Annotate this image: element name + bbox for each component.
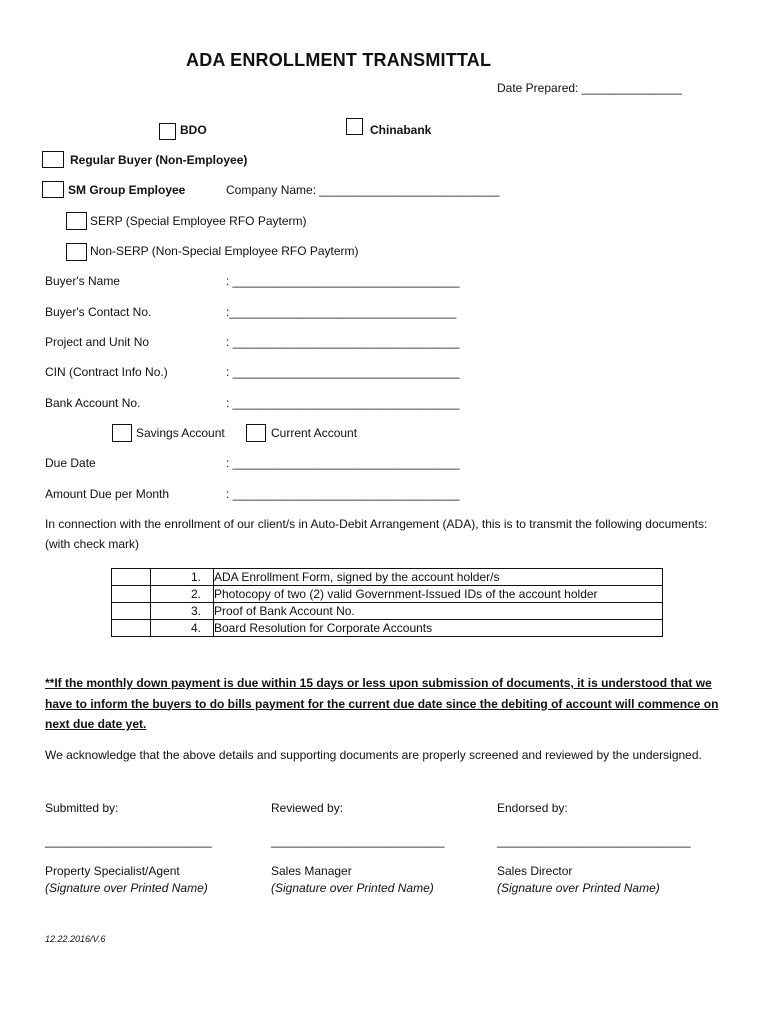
document-number: 1. <box>151 569 214 586</box>
field-label: Buyer's Contact No. <box>45 305 152 319</box>
field-label: Buyer's Name <box>45 274 120 288</box>
serp-label: SERP (Special Employee RFO Payterm) <box>90 214 307 228</box>
sm-group-employee-label: SM Group Employee <box>68 183 186 197</box>
document-text: Photocopy of two (2) valid Government-Issued IDs of the account holder <box>214 586 663 603</box>
current-account-label: Current Account <box>271 426 358 440</box>
endorsed-role: Sales Director <box>497 864 573 878</box>
table-row <box>112 603 663 620</box>
submitted-signature-line[interactable]: _________________________ <box>45 834 212 848</box>
endorsed-sub-label: (Signature over Printed Name) <box>497 881 660 895</box>
reviewed-signature-line[interactable]: __________________________ <box>271 834 445 848</box>
document-checkbox[interactable] <box>112 586 151 603</box>
field-label: Due Date <box>45 456 96 470</box>
table-row <box>112 620 663 637</box>
document-number: 4. <box>151 620 214 637</box>
chinabank-checkbox[interactable] <box>346 118 363 135</box>
field-label: CIN (Contract Info No.) <box>45 365 168 379</box>
reviewed-by-heading: Reviewed by: <box>271 801 344 815</box>
bdo-checkbox[interactable] <box>159 123 176 140</box>
chinabank-label: Chinabank <box>370 123 432 137</box>
field-label: Project and Unit No <box>45 335 150 349</box>
submitted-role: Property Specialist/Agent <box>45 864 180 878</box>
submitted-by-heading: Submitted by: <box>45 801 119 815</box>
bdo-label: BDO <box>180 123 207 137</box>
non-serp-label: Non-SERP (Non-Special Employee RFO Payterm) <box>90 244 359 258</box>
date-prepared-field[interactable]: Date Prepared: _______________ <box>497 81 682 95</box>
document-checkbox[interactable] <box>112 620 151 637</box>
document-text: ADA Enrollment Form, signed by the account holder/s <box>214 569 663 586</box>
buyer-contact-field[interactable]: :__________________________________ <box>226 305 457 319</box>
document-number: 3. <box>151 603 214 620</box>
intro-paragraph: In connection with the enrollment of our client/s in Auto-Debit Arrangement (ADA), this is to transmit the following documents: (with check mark) <box>45 517 708 551</box>
endorsed-signature-line[interactable]: _____________________________ <box>497 834 691 848</box>
endorsed-by-heading: Endorsed by: <box>497 801 568 815</box>
current-account-checkbox[interactable] <box>246 424 266 442</box>
field-label: Bank Account No. <box>45 396 141 410</box>
document-checkbox[interactable] <box>112 603 151 620</box>
table-row <box>112 569 663 586</box>
version-label: 12.22.2016/V.6 <box>45 934 106 944</box>
page-title: ADA ENROLLMENT TRANSMITTAL <box>186 50 492 70</box>
non-serp-checkbox[interactable] <box>66 243 87 261</box>
company-name-field[interactable]: Company Name: ___________________________ <box>226 183 500 197</box>
table-row <box>112 586 663 603</box>
amount-due-field[interactable]: : __________________________________ <box>226 487 460 501</box>
serp-checkbox[interactable] <box>66 212 87 230</box>
cin-field[interactable]: : __________________________________ <box>226 365 460 379</box>
reviewed-role: Sales Manager <box>271 864 352 878</box>
document-text: Proof of Bank Account No. <box>214 603 663 620</box>
project-unit-field[interactable]: : __________________________________ <box>226 335 460 349</box>
document-number: 2. <box>151 586 214 603</box>
buyer-name-field[interactable]: : __________________________________ <box>226 274 460 288</box>
regular-buyer-checkbox[interactable] <box>42 151 64 168</box>
due-date-field[interactable]: : __________________________________ <box>226 456 460 470</box>
savings-account-checkbox[interactable] <box>112 424 132 442</box>
savings-account-label: Savings Account <box>136 426 225 440</box>
documents-table <box>111 568 663 637</box>
submitted-sub-label: (Signature over Printed Name) <box>45 881 208 895</box>
field-label: Amount Due per Month <box>45 487 170 501</box>
payment-note: **If the monthly down payment is due within 15 days or less upon submission of documents, it is understood that we have to inform the buyers to do bills payment for the current due date since the debiting of account will commence on next due date yet. <box>45 676 719 731</box>
reviewed-sub-label: (Signature over Printed Name) <box>271 881 434 895</box>
regular-buyer-label: Regular Buyer (Non-Employee) <box>70 153 248 167</box>
acknowledgement-paragraph: We acknowledge that the above details and supporting documents are properly screened and reviewed by the undersigned. <box>45 748 702 762</box>
document-checkbox[interactable] <box>112 569 151 586</box>
bank-account-field[interactable]: : __________________________________ <box>226 396 460 410</box>
document-text: Board Resolution for Corporate Accounts <box>214 620 663 637</box>
sm-group-employee-checkbox[interactable] <box>42 181 64 198</box>
